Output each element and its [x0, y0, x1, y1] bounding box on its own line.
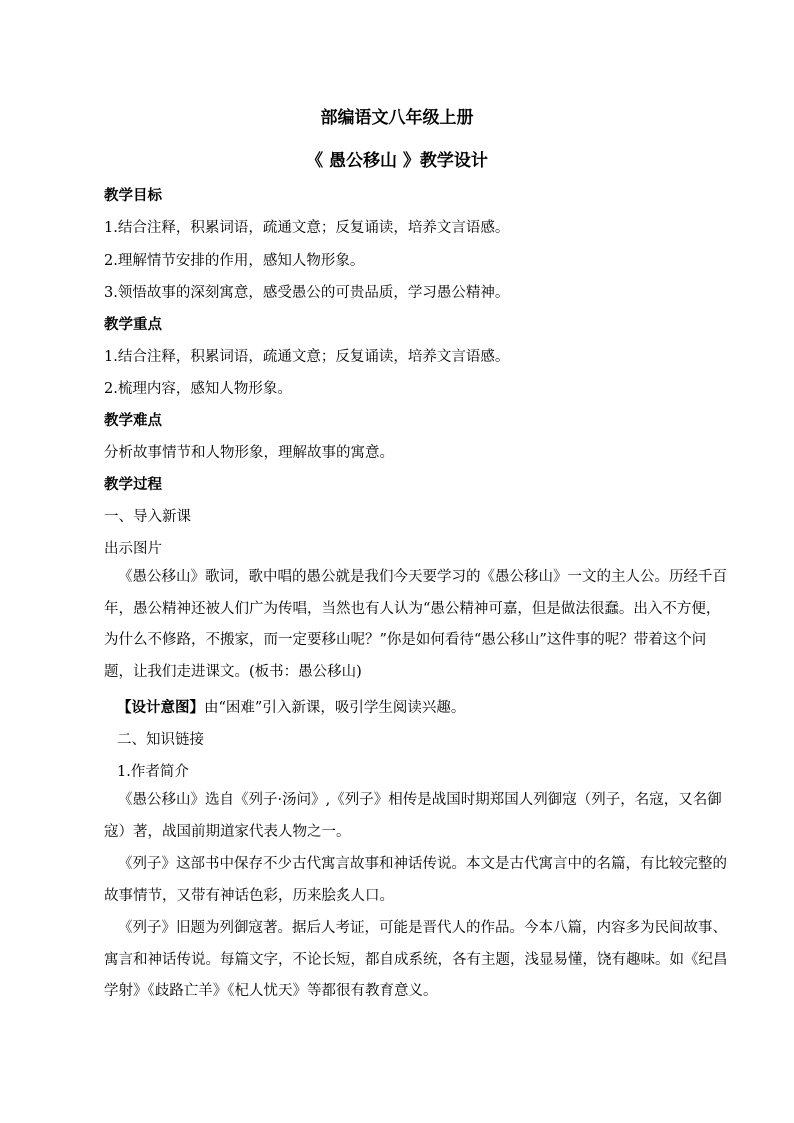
author-paragraph: 《列子》旧题为列御寇著。据后人考证，可能是晋代人的作品。今本八篇，内容多为民间故事、寓言和神话传说。每篇文字，不论长短，都自成系统，各有主题，浅显易懂，饶有趣味。如《纪昌学射》《歧路亡羊》《杞人忧天》等都很有教育意义。: [104, 920, 728, 999]
difficulty-heading: 教学难点: [104, 412, 162, 429]
key-points-heading: 教学重点: [104, 316, 162, 333]
key-point-item: 1.结合注释，积累词语，疏通文意；反复诵读，培养文言语感。: [104, 349, 510, 365]
show-pictures-text: 出示图片: [104, 541, 162, 557]
process-heading: 教学过程: [104, 476, 162, 493]
difficulty-text: 分析故事情节和人物形象，理解故事的寓意。: [104, 445, 394, 461]
document-title-line1: 部编语文八年级上册: [320, 108, 474, 128]
design-intent-label: 【设计意图】: [117, 699, 204, 716]
author-paragraph: 《列子》这部书中保存不少古代寓言故事和神话传说。本文是古代寓言中的名篇，有比较完整的故事情节，又带有神话色彩，历来脍炙人口。: [104, 856, 727, 904]
key-point-item: 2.梳理内容，感知人物形象。: [104, 381, 292, 397]
objective-item: 2.理解情节安排的作用，感知人物形象。: [104, 253, 365, 269]
document-title-line2: 《 愚公移山 》教学设计: [306, 151, 488, 171]
objective-item: 1.结合注释，积累词语，疏通文意；反复诵读，培养文言语感。: [104, 220, 510, 236]
step1-heading: 一、导入新课: [104, 509, 191, 525]
objective-item: 3.领悟故事的深刻寓意，感受愚公的可贵品质，学习愚公精神。: [104, 285, 510, 301]
objectives-heading: 教学目标: [104, 187, 162, 204]
design-intent-text: 由“困难”引入新课，吸引学生阅读兴趣。: [204, 700, 466, 716]
design-intent-line: [117, 696, 465, 717]
author-paragraph: 《愚公移山》选自《列子·汤问》,《列子》相传是战国时期郑国人列御寇（列子，名寇，又名御寇）著，战国前期道家代表人物之一。: [104, 792, 722, 840]
author-intro-heading: 1.作者简介: [117, 764, 189, 780]
intro-paragraph: 《愚公移山》歌词，歌中唱的愚公就是我们今天要学习的《愚公移山》一文的主人公。历经千百年，愚公精神还被人们广为传唱，当然也有人认为“愚公精神可嘉，但是做法很蠢。出入不方便，为什么不修路，不搬家，而一定要移山呢？”你是如何看待“愚公移山”这件事的呢？带着这个问题，让我们走进课文。(板书：愚公移山): [104, 569, 727, 680]
step2-heading: 二、知识链接: [117, 732, 204, 748]
